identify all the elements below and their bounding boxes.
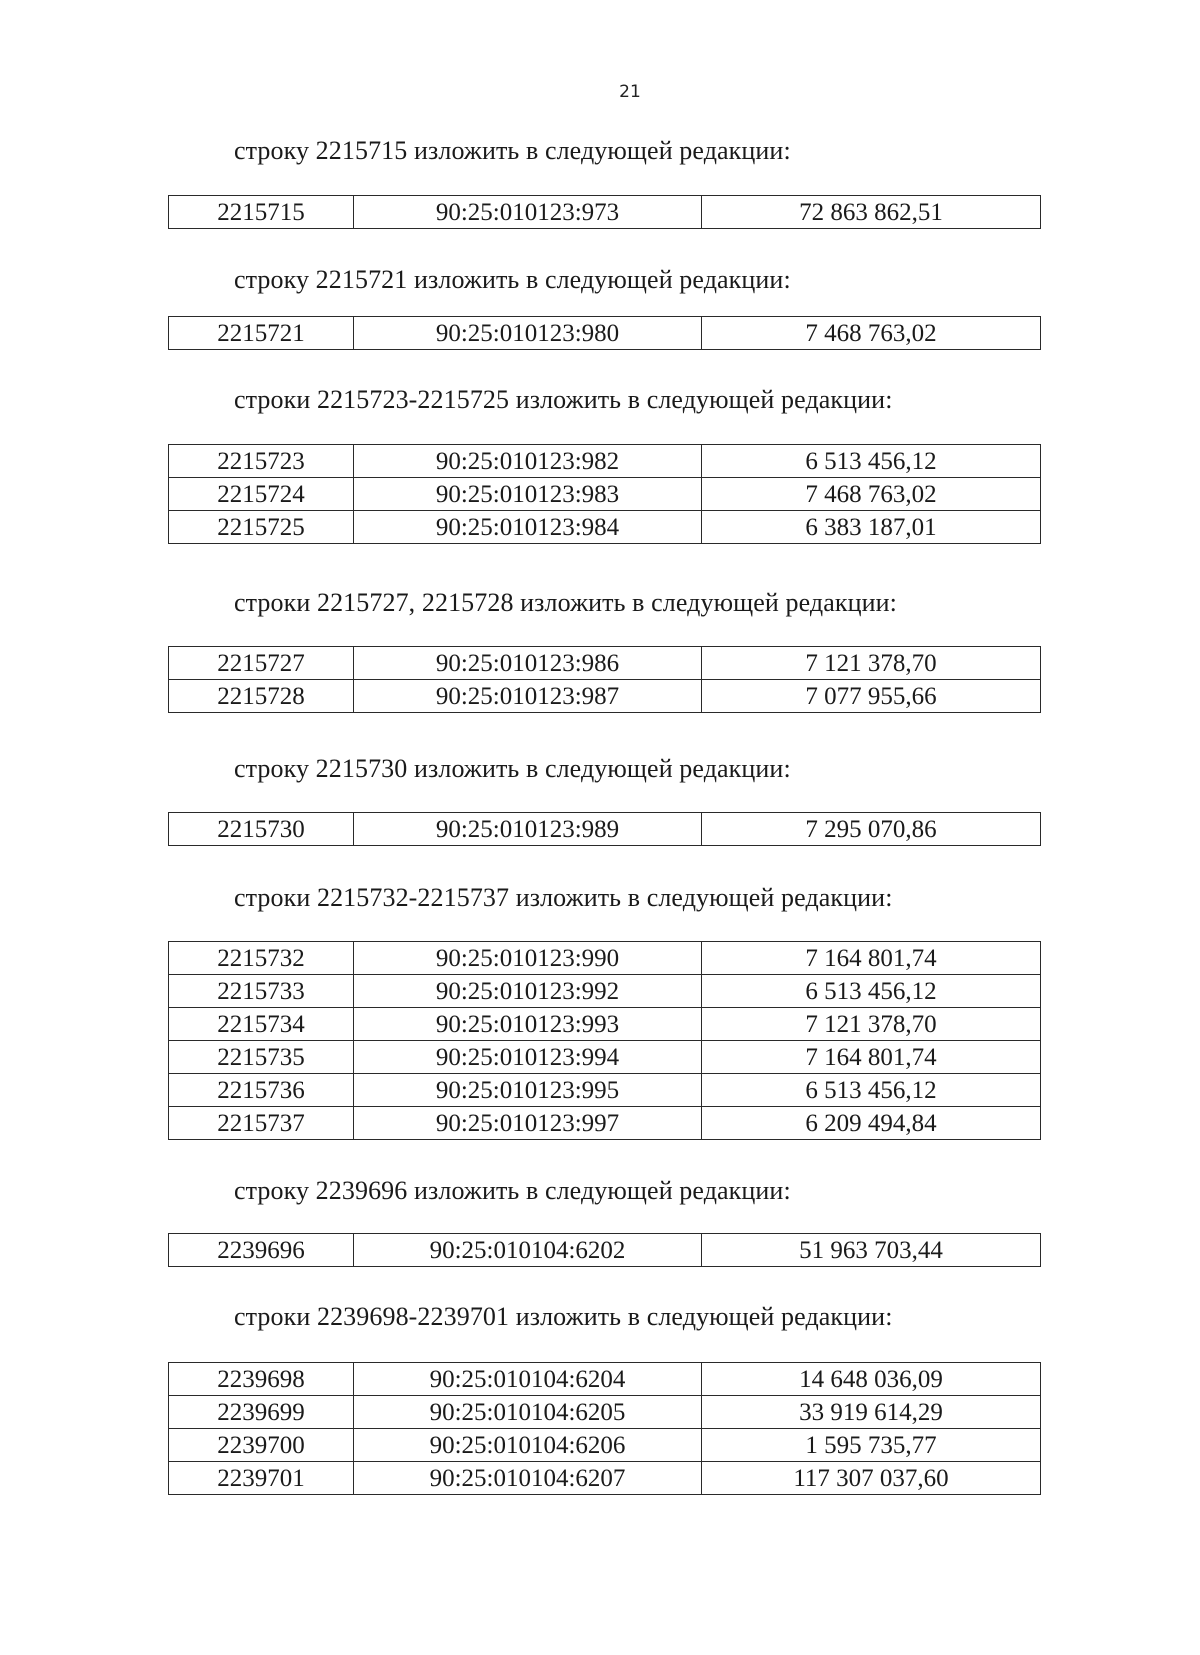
table-row [169,813,1041,846]
table-row [169,317,1041,350]
row-number-cell: 2215725 [169,511,354,544]
row-number-cell: 2215732 [169,942,354,975]
cadastral-number-cell: 90:25:010123:992 [354,975,702,1008]
row-number-cell: 2215734 [169,1008,354,1041]
table-row [169,1107,1041,1140]
table-row [169,478,1041,511]
value-cell: 6 513 456,12 [702,445,1041,478]
table-row [169,1041,1041,1074]
row-number-cell: 2239698 [169,1363,354,1396]
table-row [169,975,1041,1008]
table-row [169,1234,1041,1267]
table-row [169,647,1041,680]
row-number-cell: 2215715 [169,196,354,229]
row-number-cell: 2239699 [169,1396,354,1429]
cadastral-number-cell: 90:25:010123:995 [354,1074,702,1107]
value-cell: 51 963 703,44 [702,1234,1041,1267]
cadastral-number-cell: 90:25:010123:984 [354,511,702,544]
value-cell: 14 648 036,09 [702,1363,1041,1396]
table-row [169,1074,1041,1107]
value-cell: 6 383 187,01 [702,511,1041,544]
amendment-table [168,1233,1041,1267]
value-cell: 33 919 614,29 [702,1396,1041,1429]
table-row [169,1462,1041,1495]
amendment-table [168,195,1041,229]
value-cell: 7 077 955,66 [702,680,1041,713]
table-row [169,680,1041,713]
row-number-cell: 2239696 [169,1234,354,1267]
table-row [169,511,1041,544]
amendment-instruction: строки 2215723-2215725 изложить в следующей редакции: [234,385,893,414]
amendment-instruction: строку 2239696 изложить в следующей редакции: [234,1176,791,1205]
cadastral-number-cell: 90:25:010123:990 [354,942,702,975]
row-number-cell: 2215735 [169,1041,354,1074]
cadastral-number-cell: 90:25:010104:6202 [354,1234,702,1267]
row-number-cell: 2239700 [169,1429,354,1462]
cadastral-number-cell: 90:25:010104:6204 [354,1363,702,1396]
row-number-cell: 2215728 [169,680,354,713]
value-cell: 7 295 070,86 [702,813,1041,846]
amendment-instruction: строки 2215727, 2215728 изложить в следующей редакции: [234,588,897,617]
cadastral-number-cell: 90:25:010123:986 [354,647,702,680]
value-cell: 1 595 735,77 [702,1429,1041,1462]
amendment-table [168,812,1041,846]
cadastral-number-cell: 90:25:010104:6206 [354,1429,702,1462]
value-cell: 7 121 378,70 [702,1008,1041,1041]
amendment-table [168,444,1041,544]
amendment-instruction: строки 2215732-2215737 изложить в следующей редакции: [234,883,893,912]
row-number-cell: 2215727 [169,647,354,680]
cadastral-number-cell: 90:25:010123:993 [354,1008,702,1041]
amendment-table [168,941,1041,1140]
row-number-cell: 2215733 [169,975,354,1008]
cadastral-number-cell: 90:25:010123:973 [354,196,702,229]
table-row [169,196,1041,229]
value-cell: 6 209 494,84 [702,1107,1041,1140]
amendment-instruction: строку 2215715 изложить в следующей редакции: [234,136,791,165]
value-cell: 7 468 763,02 [702,317,1041,350]
row-number-cell: 2215723 [169,445,354,478]
table-row [169,1429,1041,1462]
table-row [169,445,1041,478]
table-row [169,1396,1041,1429]
cadastral-number-cell: 90:25:010123:987 [354,680,702,713]
value-cell: 7 164 801,74 [702,1041,1041,1074]
value-cell: 72 863 862,51 [702,196,1041,229]
cadastral-number-cell: 90:25:010123:980 [354,317,702,350]
value-cell: 7 121 378,70 [702,647,1041,680]
row-number-cell: 2215737 [169,1107,354,1140]
cadastral-number-cell: 90:25:010104:6207 [354,1462,702,1495]
amendment-table [168,646,1041,713]
page-number: 21 [619,82,641,102]
value-cell: 7 468 763,02 [702,478,1041,511]
table-row [169,1008,1041,1041]
amendment-table [168,1362,1041,1495]
value-cell: 117 307 037,60 [702,1462,1041,1495]
row-number-cell: 2215736 [169,1074,354,1107]
value-cell: 6 513 456,12 [702,1074,1041,1107]
cadastral-number-cell: 90:25:010123:982 [354,445,702,478]
table-row [169,1363,1041,1396]
table-row [169,942,1041,975]
cadastral-number-cell: 90:25:010123:997 [354,1107,702,1140]
row-number-cell: 2215730 [169,813,354,846]
amendment-instruction: строку 2215730 изложить в следующей редакции: [234,754,791,783]
row-number-cell: 2215724 [169,478,354,511]
row-number-cell: 2215721 [169,317,354,350]
value-cell: 7 164 801,74 [702,942,1041,975]
cadastral-number-cell: 90:25:010104:6205 [354,1396,702,1429]
cadastral-number-cell: 90:25:010123:983 [354,478,702,511]
cadastral-number-cell: 90:25:010123:989 [354,813,702,846]
cadastral-number-cell: 90:25:010123:994 [354,1041,702,1074]
amendment-table [168,316,1041,350]
amendment-instruction: строку 2215721 изложить в следующей редакции: [234,265,791,294]
value-cell: 6 513 456,12 [702,975,1041,1008]
row-number-cell: 2239701 [169,1462,354,1495]
amendment-instruction: строки 2239698-2239701 изложить в следующей редакции: [234,1302,893,1331]
